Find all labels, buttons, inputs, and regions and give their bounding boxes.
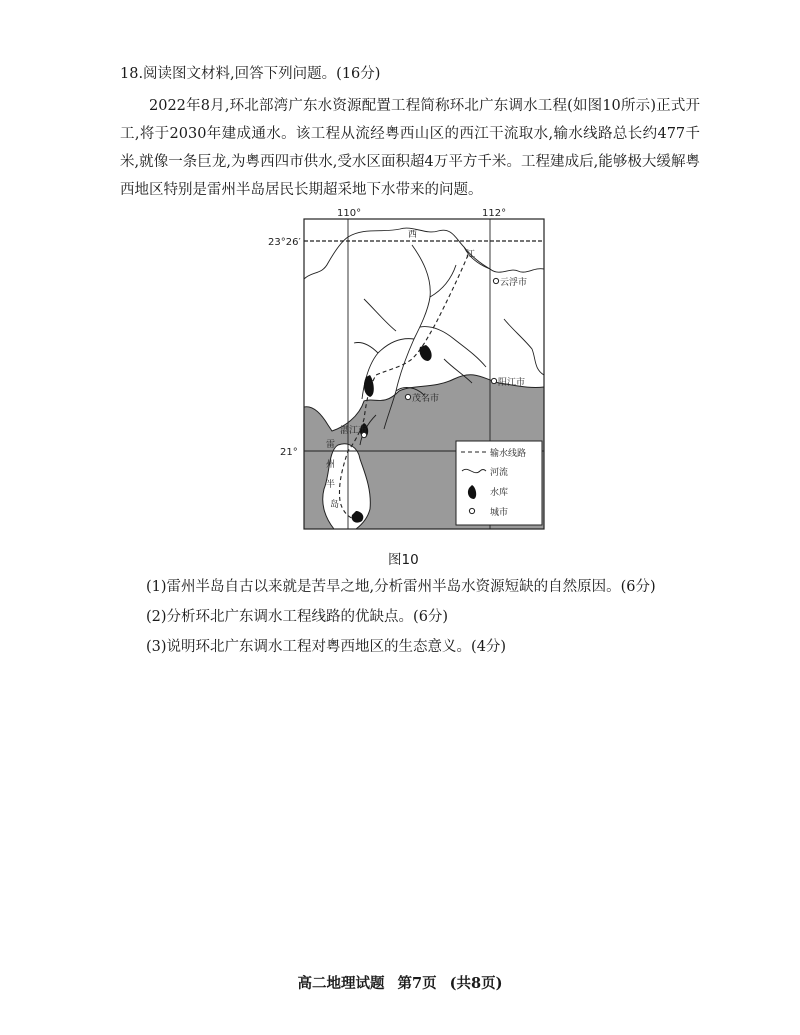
map-svg — [268, 208, 544, 529]
subquestion-1: (1)雷州半岛自古以来就是苦旱之地,分析雷州半岛水资源短缺的自然原因。(6分) — [146, 579, 656, 595]
figure-caption: 图10 — [388, 552, 419, 568]
legend-river-label: 河流 — [490, 468, 509, 478]
question-paragraph: 2022年8月,环北部湾广东水资源配置工程简称环北广东调水工程(如图10所示)正式开工,将于2030年建成通水。该工程从流经粤西山区的西江干流取水,输水线路总长约477千米,就像一条巨龙,为粤西四市供水,受水区面积超4万平方千米。工程建成后,能够极大缓解粤西地区特别是雷州半岛居民长期超采地下水带来的问题。 — [120, 98, 700, 198]
river-label-jiang: 江 — [466, 250, 476, 260]
legend-city-label: 城市 — [490, 508, 509, 518]
boundary-east — [504, 319, 544, 375]
subquestion-3: (3)说明环北广东调水工程对粤西地区的生态意义。(4分) — [146, 639, 507, 655]
city-label-zhanjiang: 湛江市 — [340, 426, 368, 436]
peninsula-label-3: 半 — [326, 480, 336, 490]
city-label-maoming: 茂名市 — [412, 394, 440, 404]
city-dot-maoming — [405, 394, 410, 399]
lon-label-112: 112° — [482, 208, 507, 219]
peninsula-label-1: 雷 — [326, 440, 336, 450]
legend-city-symbol — [469, 508, 474, 513]
reservoir-2 — [364, 375, 374, 397]
reservoir-4 — [352, 511, 364, 523]
city-dot-yunfu — [493, 278, 498, 283]
city-dot-yangjiang — [491, 378, 496, 383]
page-footer: 高二地理试题 第7页 (共8页) — [297, 975, 503, 992]
boundary-line — [304, 228, 544, 279]
city-label-yunfu: 云浮市 — [500, 278, 528, 288]
lon-label-110: 110° — [337, 208, 362, 219]
question-title: 18.阅读图文材料,回答下列问题。(16分) — [120, 66, 381, 82]
peninsula-label-2: 州 — [326, 460, 336, 470]
reservoir-1 — [419, 345, 431, 361]
map-legend — [456, 441, 542, 525]
subquestion-2: (2)分析环北广东调水工程线路的优缺点。(6分) — [146, 609, 449, 625]
river-label-xi: 西 — [408, 230, 418, 240]
lat-label-tropic: 23°26′ — [268, 237, 301, 248]
city-label-yangjiang: 阳江市 — [498, 378, 526, 388]
legend-route-label: 输水线路 — [490, 449, 527, 459]
peninsula-label-4: 岛 — [330, 500, 340, 510]
legend-reservoir-label: 水库 — [490, 488, 509, 498]
figure-map — [268, 208, 544, 529]
lat-label-21: 21° — [280, 447, 298, 458]
